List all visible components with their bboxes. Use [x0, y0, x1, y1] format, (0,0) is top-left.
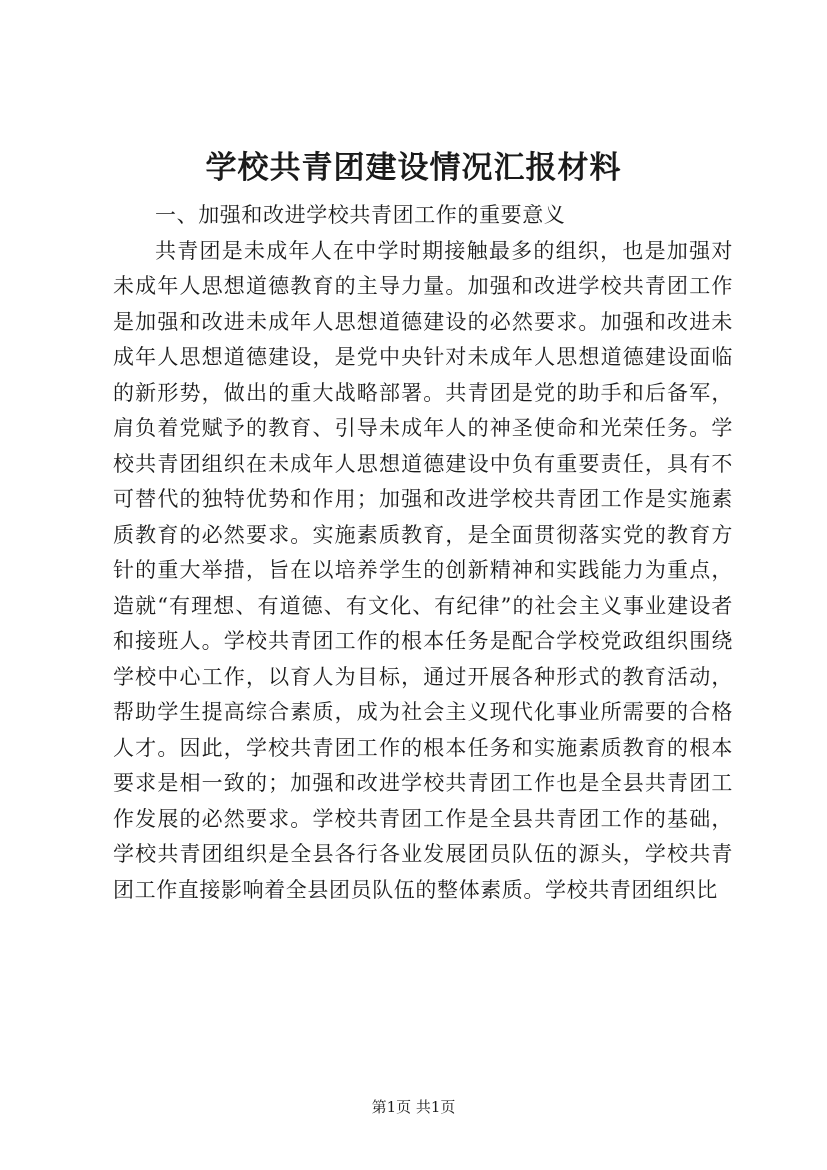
document-title: 学校共青团建设情况汇报材料 [205, 150, 622, 186]
page-footer: 第1页 共1页 [371, 1098, 456, 1116]
document-body [113, 198, 733, 908]
section-heading: 一、加强和改进学校共青团工作的重要意义 [155, 203, 566, 227]
body-paragraph: 共青团是未成年人在中学时期接触最多的组织，也是加强对未成年人思想道德教育的主导力量。加强和改进学校共青团工作是加强和改进未成年人思想道德建设的必然要求。加强和改进未成年人思想道德建设，是党中央针对未成年人思想道德建设面临的新形势，做出的重大战略部署。共青团是党的助手和后备军，肩负着党赋予的教育、引导未成年人的神圣使命和光荣任务。学校共青团组织在未成年人思想道德建设中负有重要责任，具有不可替代的独特优势和作用；加强和改进学校共青团工作是实施素质教育的必然要求。实施素质教育，是全面贯彻落实党的教育方针的重大举措，旨在以培养学生的创新精神和实践能力为重点，造就“有理想、有道德、有文化、有纪律”的社会主义事业建设者和接班人。学校共青团工作的根本任务是配合学校党政组织围绕学校中心工作，以育人为目标，通过开展各种形式的教育活动，帮助学生提高综合素质，成为社会主义现代化事业所需要的合格人才。因此，学校共青团工作的根本任务和实施素质教育的根本要求是相一致的；加强和改进学校共青团工作也是全县共青团工作发展的必然要求。学校共青团工作是全县共青团工作的基础，学校共青团组织是全县各行各业发展团员队伍的源头，学校共青团工作直接影响着全县团员队伍的整体素质。学校共青团组织比 [113, 238, 733, 902]
